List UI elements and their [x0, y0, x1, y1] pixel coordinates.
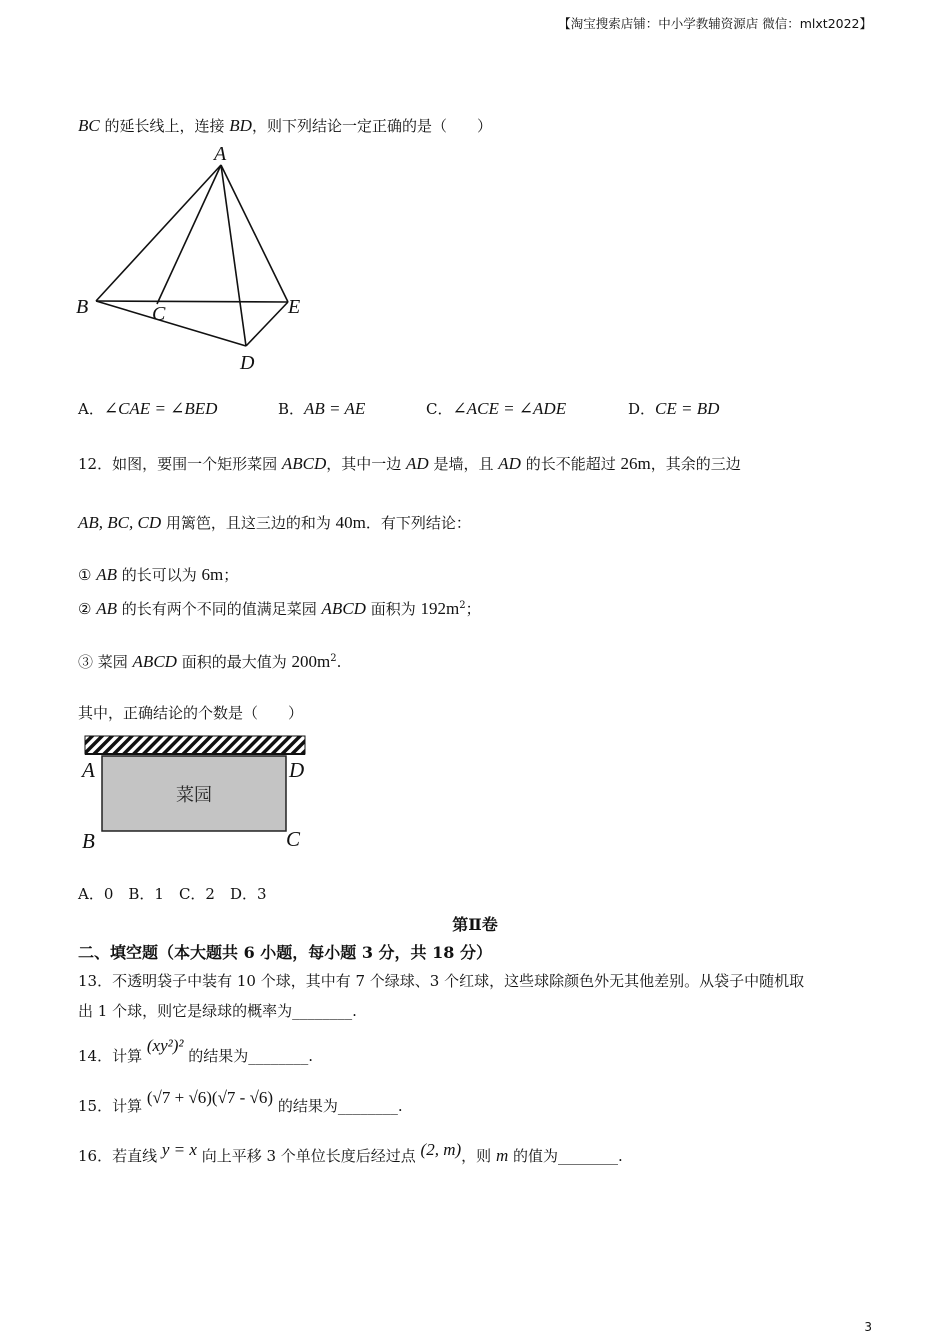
math: y = x	[161, 1140, 197, 1159]
q12-line-2	[78, 512, 471, 533]
text: ，则	[461, 1147, 496, 1165]
math: (√7 + √6)(√7 - √6)	[146, 1088, 274, 1107]
text: ；	[465, 600, 481, 618]
label-a: A	[82, 758, 95, 782]
text: ①	[78, 566, 97, 584]
text: ，其余的三边	[650, 455, 741, 473]
q11-option-d	[628, 398, 719, 419]
math: 200m	[291, 652, 331, 671]
text: 16．若直线	[78, 1147, 162, 1165]
q12-conclusion-3	[78, 651, 341, 672]
text: 的长可以为	[117, 566, 202, 584]
option-expr: ∠CAE = ∠BED	[103, 399, 218, 418]
text: 向上平移 3 个单位长度后经过点	[196, 1147, 421, 1165]
label-d: D	[240, 352, 255, 374]
q12-line-1	[78, 453, 741, 474]
edge-be	[96, 301, 288, 302]
q12-conclusion-1	[78, 564, 238, 585]
option-expr: ∠ACE = ∠ADE	[452, 399, 567, 418]
section-heading: 二、填空题（本大题共 6 小题，每小题 3 分，共 18 分）	[78, 943, 492, 962]
text: 用篱笆，且这三边的和为	[161, 514, 336, 532]
math: 192m	[420, 599, 460, 618]
text: 的长不能超过	[520, 455, 621, 473]
label-d: D	[289, 758, 305, 782]
option-expr: CE = BD	[655, 399, 720, 418]
q11-option-c	[426, 398, 566, 419]
math: 6m	[201, 565, 224, 584]
wall-hatch	[85, 736, 305, 754]
q11-option-b	[278, 398, 365, 419]
superscript: 2	[459, 600, 466, 611]
q12-options: A．0 B．1 C．2 D．3	[78, 885, 267, 903]
q11-stem-math-bc: BC	[78, 116, 100, 135]
superscript: 2	[330, 653, 337, 664]
label-c: C	[286, 827, 301, 851]
header-watermark: 【淘宝搜索店铺：中小学教辅资源店 微信：mlxt2022】	[558, 16, 872, 31]
math: AB, BC, CD	[78, 513, 162, 532]
text: 的结果为________.	[273, 1097, 403, 1115]
option-letter: A．	[78, 400, 104, 418]
q12-ask: 其中，正确结论的个数是（ ）	[78, 704, 304, 722]
q11-stem	[78, 115, 492, 136]
q15	[78, 1088, 403, 1116]
text: ③ 菜园	[78, 653, 133, 671]
math: m	[495, 1146, 509, 1165]
math: ABCD	[281, 454, 327, 473]
math: AD	[498, 454, 521, 473]
edge-ed	[246, 302, 288, 346]
math: ABCD	[132, 652, 177, 671]
option-letter: C．	[426, 400, 453, 418]
q11-stem-math-bd: BD	[229, 116, 252, 135]
math: AD	[406, 454, 429, 473]
label-e: E	[288, 296, 301, 318]
math: AB	[96, 565, 117, 584]
text: ．有下列结论：	[365, 514, 471, 532]
label-b: B	[76, 296, 89, 318]
math: 26m	[620, 454, 651, 473]
text: 15．计算	[78, 1097, 147, 1115]
label-c: C	[152, 303, 166, 325]
q14	[78, 1036, 314, 1066]
q12-conclusion-2	[78, 598, 481, 619]
label-b: B	[82, 829, 95, 853]
q12-garden-figure	[76, 730, 316, 855]
q13-line-2: 出 1 个球，则它是绿球的概率为________.	[78, 1002, 357, 1020]
text: 是墙，且	[428, 455, 499, 473]
label-a: A	[214, 143, 227, 165]
option-letter: B．	[278, 400, 305, 418]
text: .	[336, 653, 342, 671]
math: (2, m)	[420, 1140, 462, 1159]
q11-stem-text-1: 的延长线上，连接	[99, 117, 230, 135]
text: 的结果为________.	[183, 1047, 314, 1065]
math: ABCD	[321, 599, 366, 618]
q11-option-a	[78, 398, 217, 419]
text: ②	[78, 600, 97, 618]
part-title: 第Ⅱ卷	[452, 915, 498, 934]
math: (xy²)²	[146, 1036, 184, 1055]
q13-line-1: 13．不透明袋子中装有 10 个球，其中有 7 个绿球、3 个红球，这些球除颜色外无其他差别。从袋子中随机取	[78, 972, 805, 990]
q11-triangle-figure	[70, 140, 320, 375]
edge-ab	[96, 165, 221, 301]
math: AB	[96, 599, 117, 618]
math: 40m	[335, 513, 366, 532]
text: 的值为________.	[508, 1147, 623, 1165]
text: 12．如图，要围一个矩形菜园	[78, 455, 282, 473]
text: ，其中一边	[326, 455, 407, 473]
page-number: 3	[864, 1320, 872, 1334]
option-letter: D．	[628, 400, 656, 418]
q11-stem-text-2: ，则下列结论一定正确的是（ ）	[251, 117, 492, 135]
text: 面积为	[365, 600, 421, 618]
text: 面积的最大值为	[176, 653, 292, 671]
edge-bd	[96, 301, 246, 346]
text: ；	[223, 566, 239, 584]
option-expr: AB = AE	[304, 399, 366, 418]
edge-ac	[157, 165, 221, 304]
garden-label: 菜园	[176, 785, 212, 806]
q16	[78, 1140, 623, 1166]
text: 14．计算	[78, 1047, 147, 1065]
text: 的长有两个不同的值满足菜园	[117, 600, 322, 618]
